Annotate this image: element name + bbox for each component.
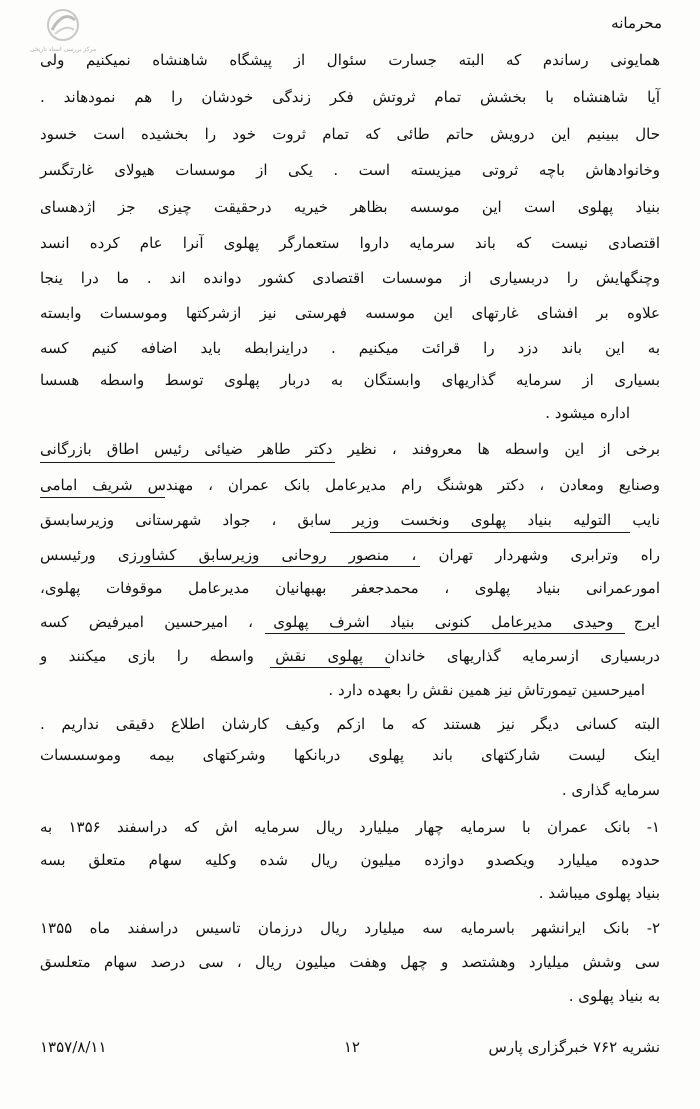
text-line: سرمایه گذاری . bbox=[561, 781, 660, 799]
footer-page-number: ۱۲ bbox=[343, 1038, 360, 1056]
text-line: ۲- بانک ایرانشهر باسرمایه سه میلیارد ریال درزمان تاسیس دراسفند ماه ۱۳۵۵ bbox=[40, 919, 660, 937]
underline-mark bbox=[40, 462, 335, 463]
text-line: اقتصادی نیست که باند سرمایه داروا ستعمارگر پهلوی آنرا عام کرده انسد bbox=[40, 234, 660, 252]
text-line: امورعمرانی بنیاد پهلوی ، محمدجعفر بهبهانیان مدیرعامل موقوفات پهلوی، bbox=[40, 579, 660, 597]
text-line: به بنیاد پهلوی . bbox=[568, 987, 660, 1005]
footer-bulletin: نشریه ۷۶۲ خبرگزاری پارس bbox=[488, 1038, 660, 1056]
archive-emblem-icon bbox=[8, 6, 118, 46]
underline-mark bbox=[330, 532, 630, 533]
text-line: حال ببینیم این درویش حاتم طائی که تمام ثروت خود را بخشیده است خسود bbox=[40, 125, 660, 143]
text-line: البته کسانی دیگر نیز هستند که ما ازکم وکیف کارشان اطلاع دقیقی نداریم . bbox=[40, 715, 660, 733]
page-footer bbox=[40, 1038, 660, 1060]
text-line: سی وشش میلیارد وهشتصد و چهل وهفت میلیون ریال ، سی درصد سهام متعلسق bbox=[40, 953, 660, 971]
text-line: بنیاد پهلوی است این موسسه بظاهر خیریه درحقیقت چیزی جز اژدهسای bbox=[40, 198, 660, 216]
text-line: بسیاری از سرمایه گذاریهای وابستگان به دربار پهلوی توسط واسطه هسسا bbox=[40, 371, 660, 389]
text-line: وخانوادهاش باچه ثروتی میزیسته است . یکی از موسسات هیولای غارتگسر bbox=[40, 161, 660, 179]
underline-mark bbox=[140, 566, 420, 567]
text-line: برخی از این واسطه ها معروفند ، نظیر دکتر طاهر ضیائی رئیس اطاق بازرگانی bbox=[40, 440, 660, 458]
text-line: اداره میشود . bbox=[545, 404, 630, 422]
text-line: حدوده میلیارد ویکصدو دوازده میلیون ریال شده وکلیه سهام متعلق بسه bbox=[40, 851, 660, 869]
text-line: به این باند دزد را قرائت میکنیم . دراینرابطه باید اضافه کنیم کسه bbox=[40, 339, 660, 357]
text-line: امیرحسین تیمورتاش نیز همین نقش را بعهده دارد . bbox=[328, 681, 645, 699]
text-line: آیا شاهنشاه با بخشش تمام ثروتش فکر زندگی خودشان را هم نمودهاند . bbox=[40, 88, 660, 106]
text-line: علاوه بر افشای غارتهای این موسسه فهرستی نیز ازشرکتها وموسسات وابسته bbox=[40, 304, 660, 322]
underline-mark bbox=[40, 497, 165, 498]
underline-mark bbox=[270, 667, 390, 668]
text-line: ۱- بانک عمران با سرمایه چهار میلیارد ریال سرمایه اش که دراسفند ۱۳۵۶ به bbox=[40, 818, 660, 836]
footer-date: ۱۳۵۷/۸/۱۱ bbox=[40, 1038, 107, 1056]
underline-mark bbox=[265, 633, 625, 634]
text-line: بنیاد پهلوی میباشد . bbox=[538, 884, 660, 902]
text-line: وصنایع ومعادن ، دکتر هوشنگ رام مدیرعامل بانک عمران ، مهندس شریف امامی bbox=[40, 476, 660, 494]
text-line: ایرج وحیدی مدیرعامل کنونی بنیاد اشرف پهلوی ، امیرحسین امیرفیض کسه bbox=[40, 613, 660, 631]
text-line: نایب التولیه بنیاد پهلوی ونخست وزیر سابق ، جواد شهرستانی وزیرسابسق bbox=[40, 511, 660, 529]
text-line: دربسیاری ازسرمایه گذاریهای خاندان پهلوی نقش واسطه را بازی میکنند و bbox=[40, 647, 660, 665]
text-line: اینک لیست شارکتهای باند پهلوی دربانکها وشرکتهای بیمه وموسسسات bbox=[40, 746, 660, 764]
logo-caption: مرکز بررسی اسناد تاریخی bbox=[29, 46, 97, 53]
text-line: وچنگهایش را دربسیاری از موسسات اقتصادی کشور دوانده اند . ما درا ینجا bbox=[40, 269, 660, 287]
classification-label: محرمانه bbox=[611, 14, 662, 32]
text-line: راه وترابری وشهردار تهران ، منصور روحانی وزیرسابق کشاورزی ورئیسس bbox=[40, 546, 660, 564]
text-line: همایونی رساندم که البته جسارت سئوال از پیشگاه شاهنشاه نمیکنیم ولی bbox=[40, 51, 660, 69]
